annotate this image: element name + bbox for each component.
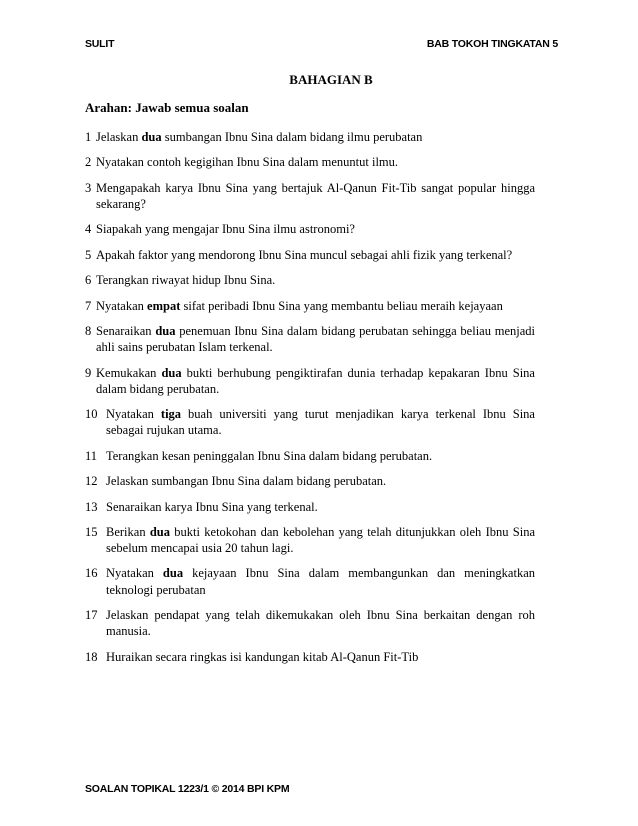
header-right-label: BAB TOKOH TINGKATAN 5: [426, 38, 558, 50]
question-item: [85, 524, 535, 556]
text-segment: Nyatakan: [96, 298, 148, 313]
question-text: [96, 298, 535, 314]
question-text: [96, 154, 535, 170]
question-item: [85, 406, 535, 438]
text-segment: sumbangan Ibnu Sina dalam bidang ilmu perubatan: [161, 130, 423, 144]
question-number: 1: [85, 130, 92, 144]
emphasis-word: dua: [155, 323, 176, 338]
question-number: 11: [85, 448, 98, 463]
question-number: 13: [85, 499, 98, 514]
question-number: 18: [85, 649, 98, 664]
text-segment: sifat peribadi Ibnu Sina yang membantu beliau meraih kejayaan: [180, 298, 503, 313]
text-segment: Jelaskan: [96, 130, 142, 144]
question-item: [85, 272, 535, 288]
section-title: BAHAGIAN B: [289, 72, 373, 87]
question-item: [85, 247, 535, 263]
question-item: [85, 473, 535, 489]
text-segment: Nyatakan: [106, 407, 161, 422]
question-item: [85, 180, 535, 212]
question-item: [85, 649, 535, 665]
question-number: 15: [85, 524, 98, 539]
question-text: [106, 607, 535, 639]
question-number: 12: [85, 474, 98, 489]
question-list: [85, 129, 535, 674]
question-text: [106, 406, 535, 438]
question-number: 5: [85, 247, 92, 262]
question-text: [106, 448, 535, 464]
question-number: 7: [85, 298, 92, 313]
question-number: 9: [85, 365, 92, 380]
question-text: [96, 365, 535, 397]
question-item: [85, 499, 535, 515]
question-item: [85, 129, 535, 145]
text-segment: penemuan Ibnu Sina dalam bidang perubatan sehingga beliau menjadi ahli sains perubatan Islam terkenal.: [96, 323, 536, 355]
text-segment: kejayaan Ibnu Sina dalam membangunkan dan meningkatkan teknologi perubatan: [106, 566, 535, 597]
header-left-label: SULIT: [85, 38, 115, 50]
question-item: [85, 448, 535, 464]
text-segment: Terangkan kesan peninggalan Ibnu Sina dalam bidang perubatan.: [106, 448, 433, 463]
text-segment: Mengapakah karya Ibnu Sina yang bertajuk Al-Qanun Fit-Tib sangat popular hingga sekarang?: [96, 180, 535, 211]
question-text: [106, 473, 535, 489]
emphasis-word: dua: [161, 365, 182, 380]
text-segment: Berikan: [106, 524, 150, 539]
emphasis-word: tiga: [160, 407, 182, 422]
text-segment: buah universiti yang turut menjadikan karya terkenal Ibnu Sina sebagai rujukan utama.: [106, 407, 535, 438]
emphasis-word: dua: [149, 524, 171, 539]
question-item: [85, 154, 535, 170]
question-text: [96, 323, 535, 355]
text-segment: Kemukakan: [96, 365, 162, 380]
text-segment: bukti berhubung pengiktirafan dunia terhadap kepakaran Ibnu Sina dalam bidang perubatan.: [96, 365, 535, 396]
emphasis-word: dua: [162, 566, 184, 581]
question-text: [96, 180, 535, 212]
question-text: [96, 247, 535, 263]
instruction-text: Arahan: Jawab semua soalan: [85, 100, 249, 115]
text-segment: Jelaskan sumbangan Ibnu Sina dalam bidang perubatan.: [106, 474, 387, 489]
text-segment: Senaraikan karya Ibnu Sina yang terkenal.: [106, 499, 318, 514]
question-item: [85, 323, 535, 355]
text-segment: Siapakah yang mengajar Ibnu Sina ilmu astronomi?: [96, 222, 355, 237]
question-text: [96, 221, 535, 237]
question-text: [106, 499, 535, 515]
question-number: 17: [85, 608, 98, 623]
question-number: 4: [85, 222, 92, 237]
footer-label: SOALAN TOPIKAL 1223/1 © 2014 BPI KPM: [85, 783, 290, 795]
question-number: 2: [85, 155, 92, 170]
question-text: [106, 649, 535, 665]
question-number: 10: [85, 407, 98, 422]
question-item: [85, 221, 535, 237]
text-segment: Terangkan riwayat hidup Ibnu Sina.: [96, 273, 276, 288]
question-item: [85, 607, 535, 639]
text-segment: Nyatakan contoh kegigihan Ibnu Sina dalam menuntut ilmu.: [96, 155, 399, 170]
question-number: 16: [85, 566, 98, 581]
question-text: [96, 272, 535, 288]
text-segment: Huraikan secara ringkas isi kandungan kitab Al-Qanun Fit-Tib: [106, 649, 419, 664]
text-segment: Nyatakan: [106, 566, 163, 581]
question-item: [85, 365, 535, 397]
emphasis-word: dua: [141, 130, 162, 144]
question-number: 3: [85, 180, 92, 195]
text-segment: Apakah faktor yang mendorong Ibnu Sina muncul sebagai ahli fizik yang terkenal?: [96, 247, 513, 262]
question-text: [106, 524, 535, 556]
question-number: 6: [85, 273, 92, 288]
question-item: [85, 298, 535, 314]
text-segment: Senaraikan: [96, 323, 156, 338]
text-segment: Jelaskan pendapat yang telah dikemukakan oleh Ibnu Sina berkaitan dengan roh manusia.: [106, 608, 535, 639]
question-text: [96, 129, 535, 145]
question-number: 8: [85, 323, 92, 338]
question-item: [85, 565, 535, 597]
emphasis-word: empat: [147, 298, 181, 313]
question-text: [106, 565, 535, 597]
text-segment: bukti ketokohan dan kebolehan yang telah ditunjukkan oleh Ibnu Sina sebelum mencapai usia 20 tahun lagi.: [106, 524, 535, 556]
